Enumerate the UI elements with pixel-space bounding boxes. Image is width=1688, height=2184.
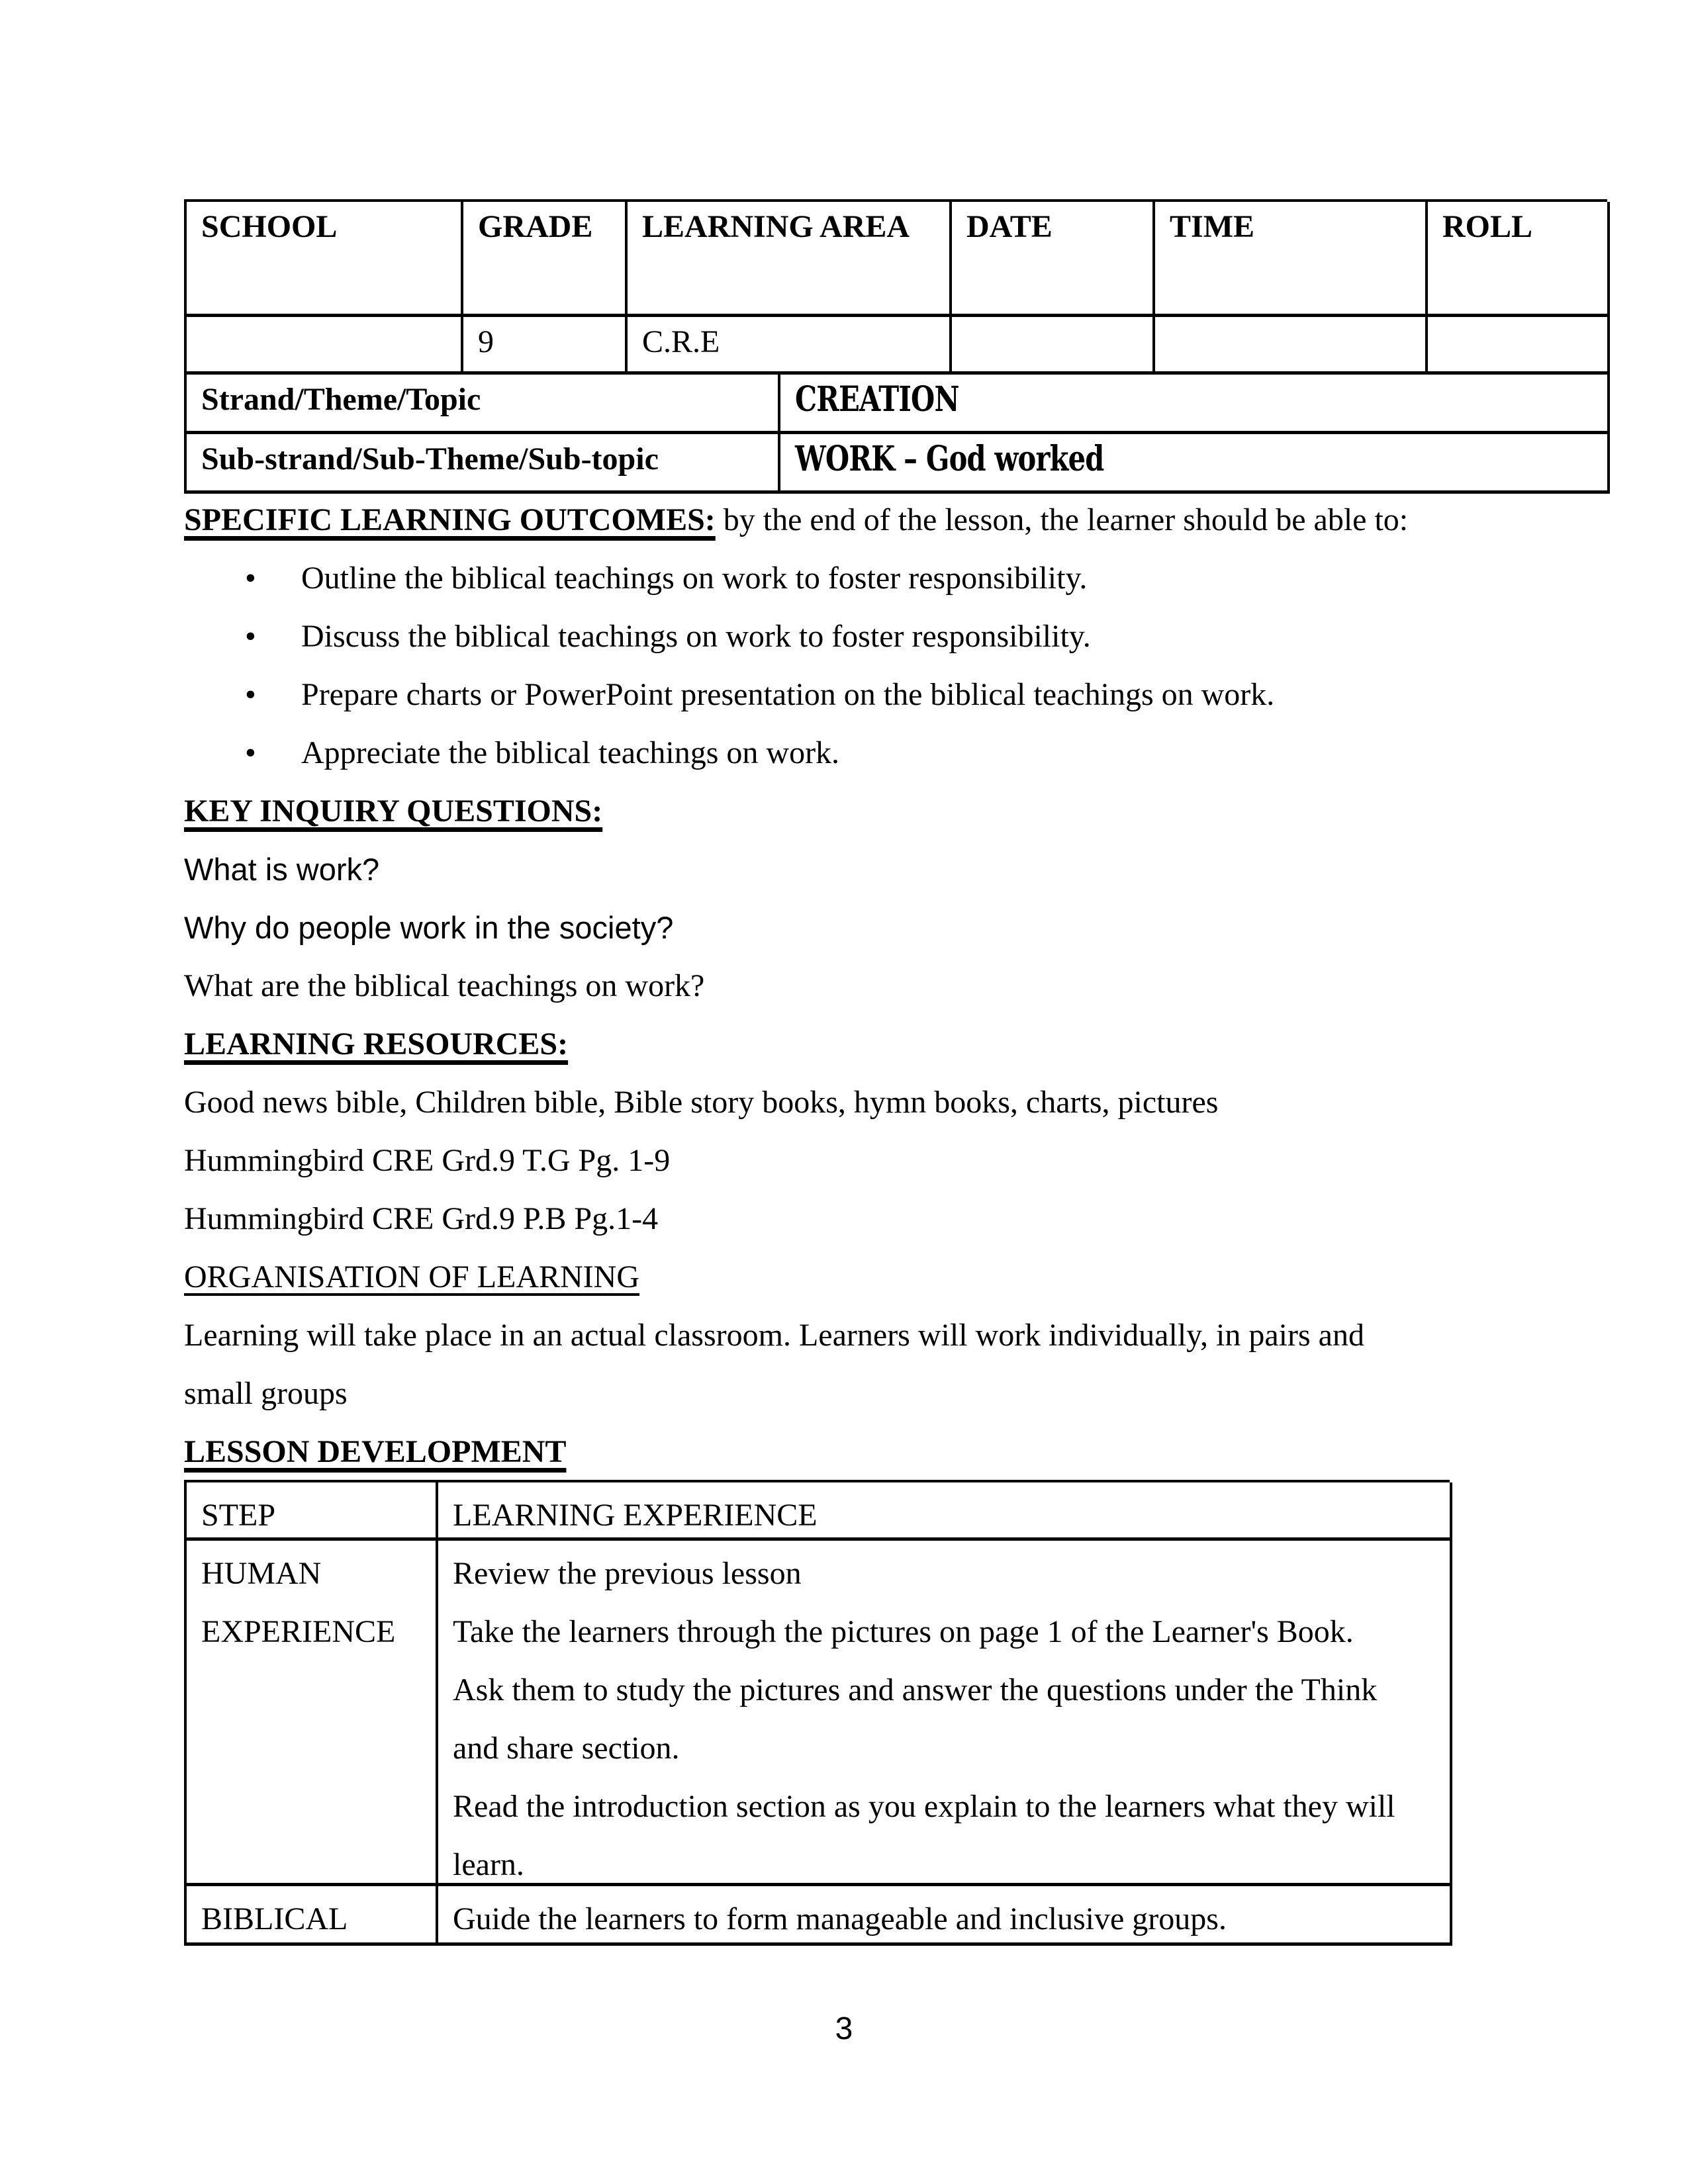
outcome-text: Prepare charts or PowerPoint presentation on the biblical teachings on work. <box>301 677 1275 712</box>
header-cell-time: TIME <box>1155 202 1428 317</box>
bullet-icon: • <box>245 677 256 712</box>
outcome-text: Discuss the biblical teachings on work to foster responsibility. <box>301 619 1091 654</box>
substrand-label-cell: Sub-strand/Sub-Theme/Sub-topic <box>187 434 780 494</box>
header-cell-roll: ROLL <box>1428 202 1610 317</box>
outcome-text: Appreciate the biblical teachings on work. <box>301 735 840 770</box>
experience-line: Ask them to study the pictures and answer the questions under the Think <box>453 1672 1378 1707</box>
lesson-development-heading-line <box>184 1423 1475 1481</box>
experience-cell-biblical <box>438 1886 1452 1946</box>
organisation-heading: ORGANISATION OF LEARNING <box>184 1259 639 1295</box>
value-cell-roll <box>1428 317 1610 375</box>
key-inquiry-heading: KEY INQUIRY QUESTIONS: <box>184 794 603 829</box>
key-inquiry-heading-line <box>184 782 1475 841</box>
outcomes-intro: by the end of the lesson, the learner should be able to: <box>715 502 1409 537</box>
outcome-text: Outline the biblical teachings on work to foster responsibility. <box>301 561 1088 596</box>
outcome-bullet-item <box>184 608 1475 666</box>
experience-line: and share section. <box>453 1731 680 1766</box>
outcome-bullet-item <box>184 666 1475 724</box>
strand-value-cell <box>780 375 1610 434</box>
organisation-text-line: Learning will take place in an actual classroom. Learners will work individually, in pairs and <box>184 1318 1364 1353</box>
substrand-value-cell <box>780 434 1610 494</box>
inquiry-question: Why do people work in the society? <box>184 910 674 945</box>
outcomes-heading-line <box>184 491 1475 549</box>
organisation-text-line: small groups <box>184 1376 348 1411</box>
resource-line: Hummingbird CRE Grd.9 T.G Pg. 1-9 <box>184 1143 671 1178</box>
outcome-bullet-item <box>184 724 1475 782</box>
substrand-value-text: WORK – God worked <box>795 439 1104 479</box>
header-cell-school: SCHOOL <box>187 202 463 317</box>
outcome-bullet-item <box>184 549 1475 608</box>
page-number: 3 <box>835 2011 853 2046</box>
inquiry-question: What are the biblical teachings on work? <box>184 968 705 1003</box>
bullet-icon: • <box>245 735 256 770</box>
learning-experience-header-cell: LEARNING EXPERIENCE <box>438 1482 1452 1541</box>
strand-value-text: CREATION <box>795 379 959 420</box>
lesson-development-heading: LESSON DEVELOPMENT <box>184 1434 567 1469</box>
outcomes-heading: SPECIFIC LEARNING OUTCOMES: <box>184 502 716 537</box>
experience-cell-human-experience <box>438 1541 1452 1886</box>
bullet-icon: • <box>245 619 256 654</box>
step-cell-biblical: BIBLICAL <box>187 1886 438 1946</box>
step-header-cell: STEP <box>187 1482 438 1541</box>
header-cell-date: DATE <box>952 202 1155 317</box>
inquiry-question: What is work? <box>184 852 380 887</box>
value-cell-date <box>952 317 1155 375</box>
header-cell-grade: GRADE <box>463 202 628 317</box>
experience-line: Take the learners through the pictures on page 1 of the Learner's Book. <box>453 1614 1354 1649</box>
strand-label-cell: Strand/Theme/Topic <box>187 375 780 434</box>
info-table <box>184 199 1607 494</box>
step-cell-human-experience: HUMAN EXPERIENCE <box>187 1541 438 1886</box>
value-cell-learning-area: C.R.E <box>628 317 952 375</box>
resource-line: Hummingbird CRE Grd.9 P.B Pg.1-4 <box>184 1201 659 1236</box>
experience-line: Read the introduction section as you explain to the learners what they will <box>453 1789 1395 1824</box>
value-cell-grade: 9 <box>463 317 628 375</box>
organisation-heading-line <box>184 1248 1475 1306</box>
resources-heading: LEARNING RESOURCES: <box>184 1026 569 1062</box>
header-cell-learning-area: LEARNING AREA <box>628 202 952 317</box>
value-cell-school <box>187 317 463 375</box>
value-cell-time <box>1155 317 1428 375</box>
resources-heading-line <box>184 1015 1475 1073</box>
experience-line: learn. <box>453 1847 524 1882</box>
resource-line: Good news bible, Children bible, Bible story books, hymn books, charts, pictures <box>184 1085 1219 1120</box>
experience-line: Review the previous lesson <box>453 1556 802 1591</box>
document-body <box>184 491 1475 1481</box>
bullet-icon: • <box>245 561 256 596</box>
experience-line: Guide the learners to form manageable and inclusive groups. <box>453 1901 1227 1936</box>
lesson-development-table <box>184 1480 1450 1946</box>
